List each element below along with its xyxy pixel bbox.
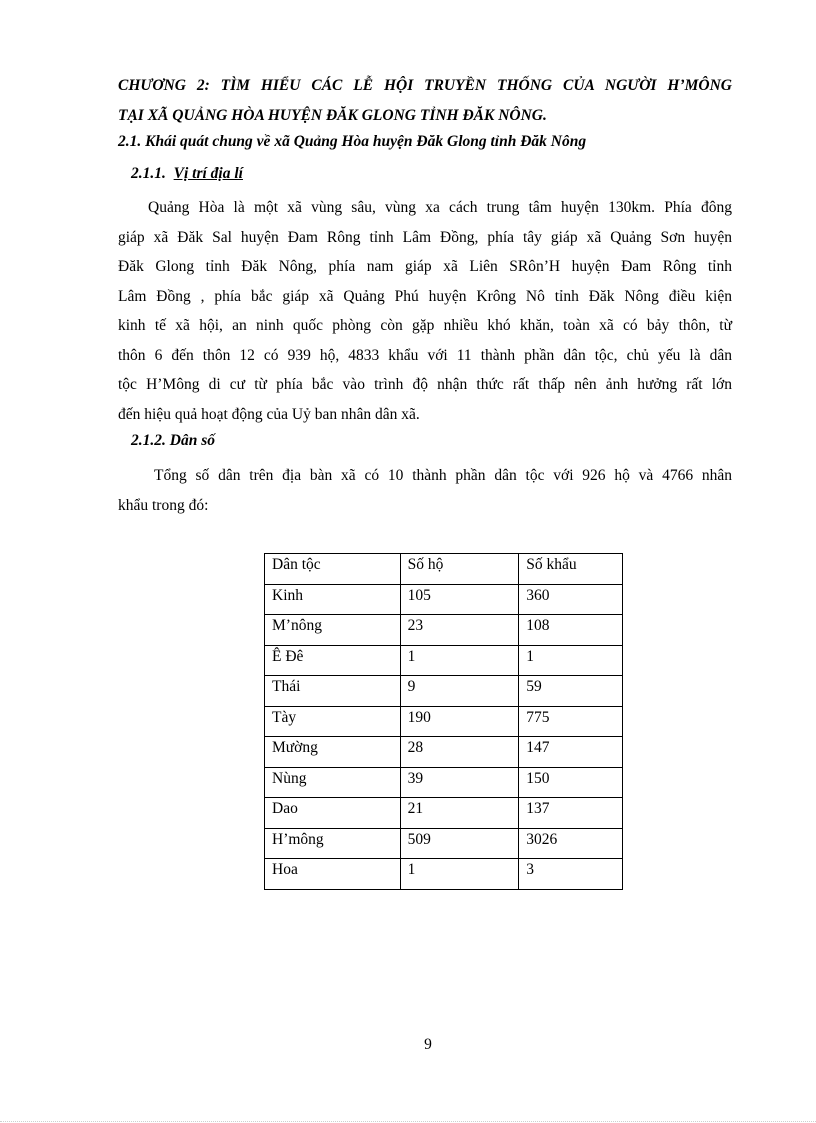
table-row [265,584,623,615]
table-row [265,737,623,768]
table-cell: Thái [265,676,401,707]
table-cell: M’nông [265,615,401,646]
table-cell: 190 [400,706,519,737]
table-cell: Mường [265,737,401,768]
table-cell: 775 [519,706,623,737]
subsection-number: 2.1.1. [131,165,166,182]
table-cell: 1 [400,645,519,676]
paragraph-population [118,461,732,520]
chapter-title-line-2: TẠI XÃ QUẢNG HÒA HUYỆN ĐĂK GLONG TỈNH ĐĂK NÔNG. [118,107,547,124]
table-cell: Hoa [265,859,401,890]
subsection-title: Vị trí địa lí [173,165,243,182]
table-cell: 39 [400,767,519,798]
table-row [265,798,623,829]
table-cell: 150 [519,767,623,798]
table-cell: Kinh [265,584,401,615]
table-cell: 137 [519,798,623,829]
table-cell: 3 [519,859,623,890]
table-row [265,828,623,859]
table-cell: 509 [400,828,519,859]
paragraph-location [118,193,732,429]
paragraph-line: thôn 6 đến thôn 12 có 939 hộ, 4833 khẩu với 11 thành phần dân tộc, chủ yếu là dân [118,346,732,364]
table-cell: Nùng [265,767,401,798]
paragraph-line: giáp xã Đăk Sal huyện Đam Rông tỉnh Lâm Đồng, phía tây giáp xã Quảng Sơn huyện [118,228,732,246]
table-cell: 23 [400,615,519,646]
table-cell: 1 [400,859,519,890]
page-bottom-divider [0,1121,816,1122]
table-header-cell: Số hộ [400,554,519,585]
chapter-title-line-1: CHƯƠNG 2: TÌM HIỂU CÁC LỄ HỘI TRUYỀN THỐNG CỦA NGƯỜI H’MÔNG [118,77,732,94]
table-header-row [265,554,623,585]
subsection-heading-2-1-1 [131,165,243,183]
table-cell: 108 [519,615,623,646]
table-cell: Dao [265,798,401,829]
table-row [265,767,623,798]
paragraph-line: kinh tế xã hội, an ninh quốc phòng còn gặp nhiều khó khăn, toàn xã có bảy thôn, từ [118,317,732,334]
page-number: 9 [424,1036,432,1053]
table-header-cell: Dân tộc [265,554,401,585]
table-cell: H’mông [265,828,401,859]
table-row [265,615,623,646]
table-cell: 28 [400,737,519,768]
paragraph-line: tộc H’Mông di cư từ phía bắc vào trình độ nhận thức rất thấp nên ảnh hưởng rất lớn [118,376,732,393]
table-cell: 9 [400,676,519,707]
paragraph-line: Quảng Hòa là một xã vùng sâu, vùng xa cách trung tâm huyện 130km. Phía đông [148,199,732,216]
table-cell: Tày [265,706,401,737]
table-header-cell: Số khẩu [519,554,623,585]
table-cell: 105 [400,584,519,615]
section-heading-2-1: 2.1. Khái quát chung về xã Quảng Hòa huyện Đăk Glong tỉnh Đăk Nông [118,133,587,150]
table-cell: Ê Đê [265,645,401,676]
table-row [265,676,623,707]
table-row [265,706,623,737]
population-table [264,553,623,890]
paragraph-line: khẩu trong đó: [118,496,209,514]
table-row [265,645,623,676]
table-cell: 360 [519,584,623,615]
table-cell: 1 [519,645,623,676]
paragraph-line: Đăk Glong tỉnh Đăk Nông, phía nam giáp xã Liên SRôn’H huyện Đam Rông tỉnh [118,258,732,275]
paragraph-line: đến hiệu quả hoạt động của Uỷ ban nhân dân xã. [118,405,420,423]
paragraph-line: Lâm Đồng , phía bắc giáp xã Quảng Phú huyện Krông Nô tỉnh Đăk Nông điều kiện [118,287,732,305]
table-cell: 3026 [519,828,623,859]
table-cell: 59 [519,676,623,707]
subsection-heading-2-1-2: 2.1.2. Dân số [131,432,215,449]
table-row [265,859,623,890]
table-cell: 21 [400,798,519,829]
table-cell: 147 [519,737,623,768]
paragraph-line: Tổng số dân trên địa bàn xã có 10 thành phần dân tộc với 926 hộ và 4766 nhân [154,467,732,484]
